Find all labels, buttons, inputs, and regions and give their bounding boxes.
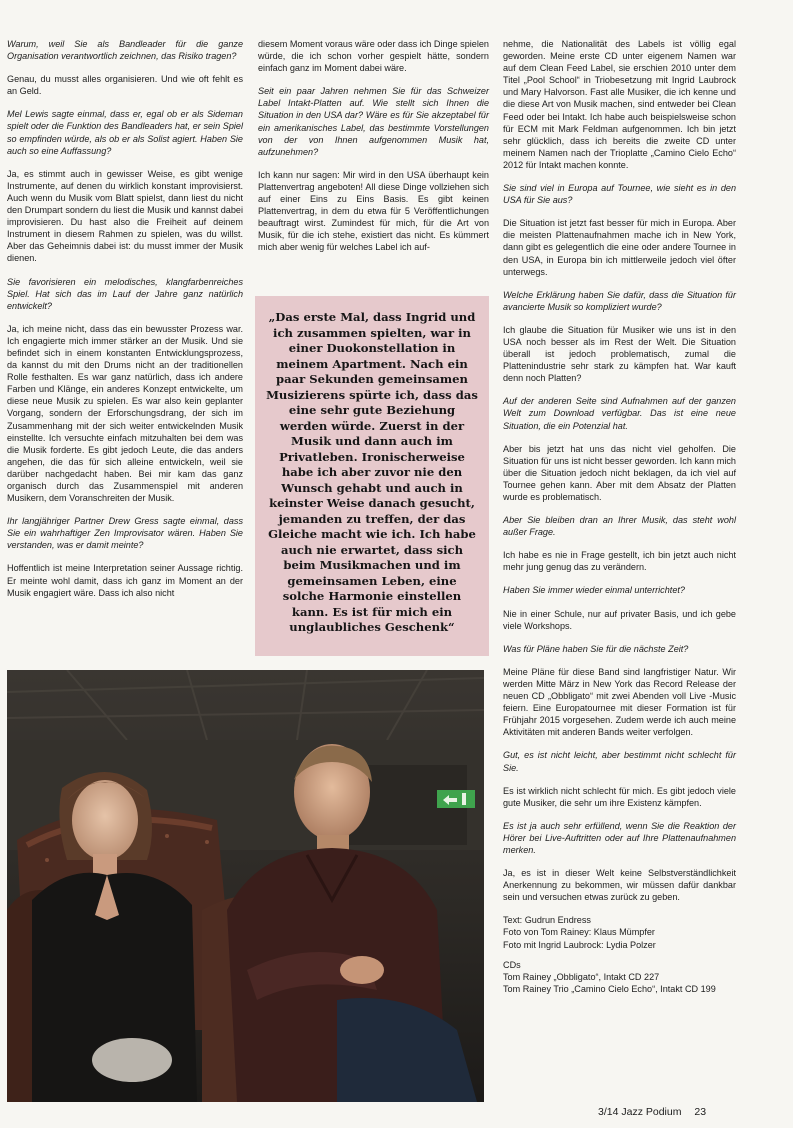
page-footer xyxy=(598,1106,716,1118)
interview-answer: Ja, ich meine nicht, dass das ein bewusster Prozess war. Ich engagierte mich immer stärker an der Musik. Und sie befindet sich in einem konstanten Entwicklungsprozess, da kannst du mit den Drums nicht an der traditionellen Rolle festhalten. Es war ganz natürlich, dass ich andere Farben und Klänge, ein anderes Konzept entwickelte, um diese neue Musik zu spielen. Es war also kein geplanter Vorgang, sondern der Erforschungsdrang, der sich im Zusammenhang mit der sich weiter entwickelnden Musik einstellte. Ich versuchte einfach mitzuhalten bei dem was die Musik forderte. Es gibt jedoch Leute, die das anders angehen, die das für sich alleine entwickeln, weil sie darüber nachgedacht haben. Bei mir kam das ganz organisch durch das Zusammenspiel mit anderen Musikern, dem Voranschreiten der Musik. xyxy=(7,323,243,504)
cd-list-heading: CDs xyxy=(503,959,521,970)
interview-question: Sie sind viel in Europa auf Tournee, wie sieht es in den USA für Sie aus? xyxy=(503,183,736,206)
interview-question: Warum, weil Sie als Bandleader für die ganze Organisation verantwortlich zeichnen, das Risiko tragen? xyxy=(7,39,243,62)
interview-answer: Ich glaube die Situation für Musiker wie uns ist in den USA noch besser als im Rest der Welt. Die Situation überall ist jedoch problematisch, zumal die Plattenindustrie sehr stark zu kämpfen hat. War kauft denn noch Platten? xyxy=(503,324,736,384)
interview-answer: diesem Moment voraus wäre oder dass ich Dinge spielen würde, die ich schon vorher gespielt hätte, sondern einfach ganz im Moment dabei wäre. xyxy=(258,39,489,74)
interview-answer: Ich kann nur sagen: Mir wird in den USA überhaupt kein Plattenvertrag angeboten! All diese Dinge vollziehen sich auf einer Eins zu Eins Basis. Es gibt keinen Plattenvertrag, in dem du etwa für 5 Veröffentlichungen beauftragt wirst. Zumindest für mich, für die Art von Musik, für die ich stehe, existiert das nicht. Es kümmert mich aber wenig für welches Label ich auf- xyxy=(258,169,489,253)
interview-answer: Ich habe es nie in Frage gestellt, ich bin jetzt auch nicht mehr jung genug das zu verändern. xyxy=(503,550,736,573)
interview-answer: Hoffentlich ist meine Interpretation seiner Aussage richtig. Er meinte wohl damit, dass ich ganz im Moment an der Musik engagiert wäre. Dass ich also nicht xyxy=(7,563,243,598)
interview-answer: Die Situation ist jetzt fast besser für mich in Europa. Aber die meisten Plattenaufnahmen mache ich in New York, dann gibt es gelegentlich die eine oder andere Tournee in den USA, in Europa bin ich mittlerweile jedoch viel öfter unterwegs. xyxy=(503,218,736,277)
interview-answer: Ja, es stimmt auch in gewisser Weise, es gibt wenige Instrumente, auf denen du wirklich konstant improvisierst. Auch wenn du Musik vom Blatt spielst, dann liest du nicht den Drumpart sondern du liest die Musik und kannst dabei improvisieren. Du hast also die Freiheit auf deinem Instrument in diesem Rahmen zu spielen, was du willst. Aber das Geheimnis dabei ist: du musst immer der Musik dienen. xyxy=(7,168,243,264)
interview-question: Was für Pläne haben Sie für die nächste Zeit? xyxy=(503,643,689,654)
credit-line: Text: Gudrun Endress xyxy=(503,915,591,926)
interview-question: Ihr langjähriger Partner Drew Gress sagte einmal, dass Sie ein wahrhaftiger Zen Improvisator wären. Haben Sie verstanden, was er damit meinte? xyxy=(7,516,243,551)
credit-line: Foto von Tom Rainey: Klaus Mümpfer xyxy=(503,927,655,938)
interview-question: Auf der anderen Seite sind Aufnahmen auf der ganzen Welt zum Download verfügbar. Das ist eine neue Situation, die ein Potenzial hat. xyxy=(503,396,736,431)
article-column-1 xyxy=(7,38,243,610)
credit-line: Foto mit Ingrid Laubrock: Lydia Polzer xyxy=(503,939,656,950)
pull-quote xyxy=(255,296,489,656)
interview-question: Haben Sie immer wieder einmal unterrichtet? xyxy=(503,585,685,596)
interview-question: Aber Sie bleiben dran an Ihrer Musik, das steht wohl außer Frage. xyxy=(503,515,736,538)
interview-answer: Meine Pläne für diese Band sind langfristiger Natur. Wir werden Mitte März in New York das Record Release der neuen CD „Obbligato“ mit zwei Abenden voll Live -Music feiern. Eine Europatournee mit dieser Formation ist für Frühjahr 2015 vorgesehen. Zudem werde ich auch meine Aktivitäten mit anderen Bands weiter verfolgen. xyxy=(503,666,736,738)
interview-answer: Ja, es ist in dieser Welt keine Selbstverständlichkeit Anerkennung zu bekommen, wir müssen dafür dankbar sein und versuchen etwas zurück zu geben. xyxy=(503,868,736,903)
photo-illustration xyxy=(7,670,484,1102)
interview-question: Sie favorisieren ein melodisches, klangfarbenreiches Spiel. Hat sich das im Lauf der Jahre ganz natürlich entwickelt? xyxy=(7,276,243,311)
interview-answer: Aber bis jetzt hat uns das nicht viel geholfen. Die Situation für uns ist nicht besser geworden. Ich kann mich über die Situation jedoch nicht beklagen, da ich viel auf Tournee gehen kann. Aber mit dem Absatz der Platten wurde es problematisch. xyxy=(503,443,736,502)
article-photo xyxy=(7,670,484,1102)
cd-list-item: Tom Rainey „Obbligato“, Intakt CD 227 xyxy=(503,971,660,982)
interview-question: Mel Lewis sagte einmal, dass er, egal ob er als Sideman spielt oder die Funktion des Bandleaders hat, er sein Spiel so empfinden würde, als ob er als Solist agiert. Haben Sie auch so eine Auffassung? xyxy=(7,109,243,156)
interview-answer: Genau, du musst alles organisieren. Und wie oft fehlt es an Geld. xyxy=(7,74,243,97)
interview-answer: nehme, die Nationalität des Labels ist völlig egal geworden. Meine erste CD unter eigenem Namen war auf dem Clean Feed Label, sie erschien 2010 unter dem Titel „Pool School“ in Triobesetzung mit Ingrid Laubrock und Mary Halvorson. Fast alle Musiker, die ich kenne und die diese Art von Musik machen, sind entweder bei Clean Feed oder bei Intakt. Ich habe auch beispielsweise schon für ECM mit Mark Feldman aufgenommen. Ich bin jetzt sehr glücklich, dass ich bereits die zweite CD unter meinem Namen nach der Trioplatte „Camino Cielo Echo“ 2012 für Intakt machen konnte. xyxy=(503,39,736,170)
interview-question: Gut, es ist nicht leicht, aber bestimmt nicht schlecht für Sie. xyxy=(503,750,736,773)
issue-label: 3/14 Jazz Podium xyxy=(598,1106,682,1118)
credits xyxy=(503,914,736,950)
interview-question: Welche Erklärung haben Sie dafür, dass die Situation für avancierte Musik so kompliziert wurde? xyxy=(503,289,736,312)
article-column-3 xyxy=(503,38,736,995)
interview-answer: Nie in einer Schule, nur auf privater Basis, und ich gebe viele Workshops. xyxy=(503,608,736,631)
interview-question: Seit ein paar Jahren nehmen Sie für das Schweizer Label Intakt-Platten auf. Wie stellt sich Ihnen die Situation in den USA dar? Wäre es für Sie akzeptabel für ein amerikanisches Label, das bestimmte Vorstellungen von der von Ihnen aufgenommen Musik hat, aufzunehmen? xyxy=(258,86,489,157)
interview-answer: Es ist wirklich nicht schlecht für mich. Es gibt jedoch viele gute Musiker, die sehr um ihre Existenz kämpfen. xyxy=(503,785,736,808)
interview-question: Es ist ja auch sehr erfüllend, wenn Sie die Reaktion der Hörer bei Live-Auftritten oder auf Ihre Plattenaufnahmen merken. xyxy=(503,820,736,855)
cd-list-item: Tom Rainey Trio „Camino Cielo Echo“, Intakt CD 199 xyxy=(503,983,716,994)
page-number: 23 xyxy=(694,1106,707,1118)
cd-list xyxy=(503,959,736,995)
article-column-2 xyxy=(258,38,489,265)
pull-quote-text: „Das erste Mal, dass Ingrid und ich zusammen spielten, war in einer Duokonstellation in meinem Apartment. Nach ein paar Sekunden gemeinsamen Musizierens spürte ich, dass das eine sehr gute Beziehung werden würde. Zuerst in der Musik und dann auch im Privatleben. Ironischerweise habe ich aber zuvor nie den Wunsch gehabt und auch in keinster Weise danach gesucht, jemanden zu treffen, der das Gleiche macht wie ich. Ich habe auch nie erwartet, dass sich beim Musikmachen und im gemeinsamen Leben, eine solche Harmonie einstellen kann. Es ist für mich ein unglaubliches Geschenk“ xyxy=(266,310,478,634)
